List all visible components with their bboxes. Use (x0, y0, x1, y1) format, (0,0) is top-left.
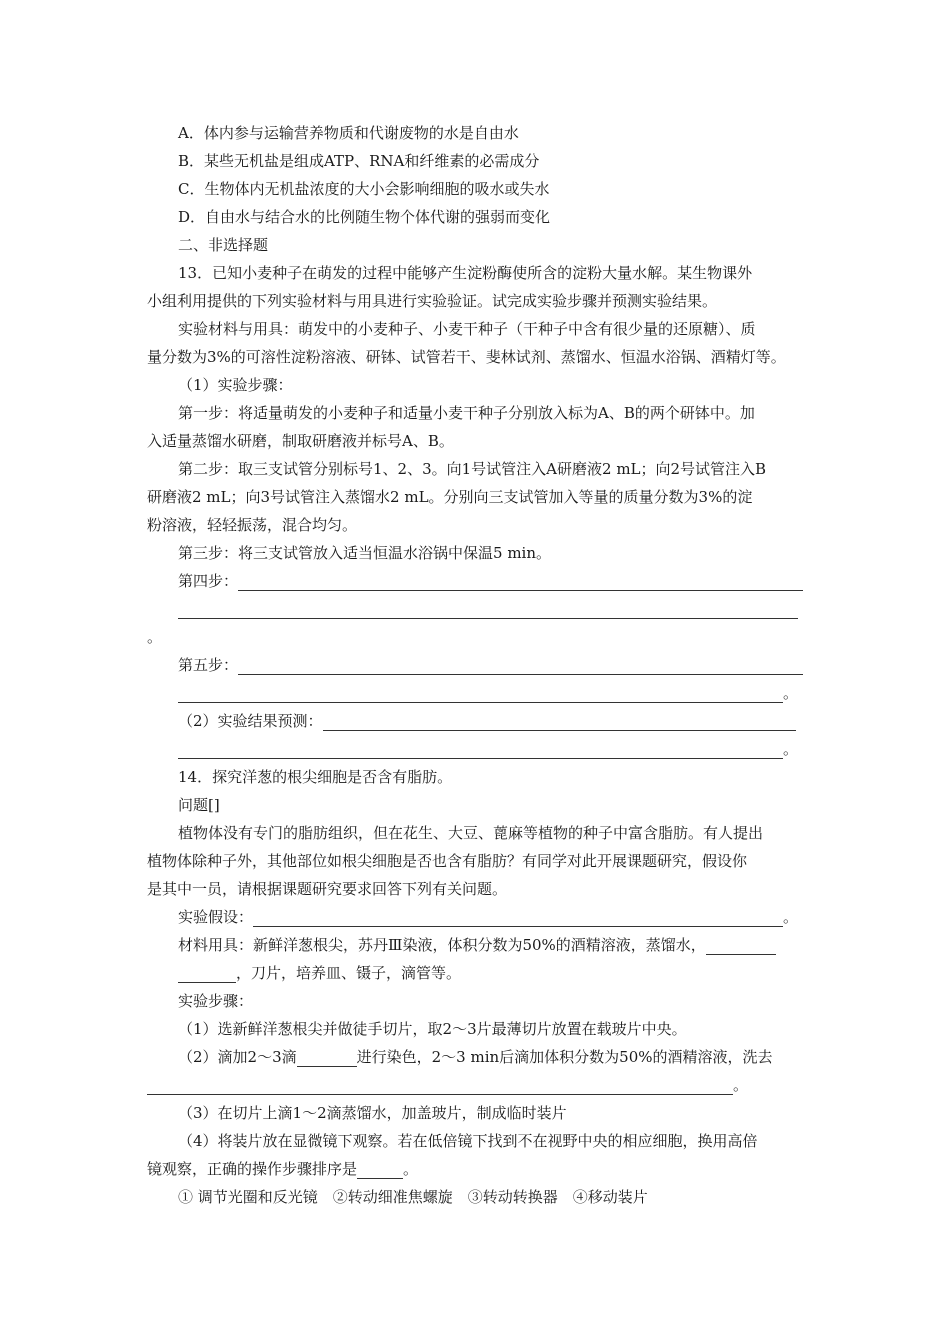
order-answer-blank[interactable] (357, 1162, 403, 1179)
q14-step2-row (178, 1047, 773, 1069)
q14-background: 植物体没有专门的脂肪组织，但在花生、大豆、蓖麻等植物的种子中富含脂肪。有人提出 (178, 824, 764, 842)
q14-step4-row2 (147, 1159, 418, 1181)
q14-step3: （3）在切片上滴1～2滴蒸馏水，加盖玻片，制成临时装片 (178, 1104, 567, 1122)
step5-end: 。 (783, 684, 799, 702)
q13-step5-row (178, 655, 803, 677)
q14-background-cont2: 是其中一员，请根据课题研究要求回答下列有关问题。 (147, 880, 508, 898)
q14-materials-cont: ，刀片，培养皿、镊子，滴管等。 (236, 964, 462, 982)
q14-step2-a: （2）滴加2～3滴 (178, 1048, 297, 1066)
q14-step4: （4）将装片放在显微镜下观察。若在低倍镜下找到不在视野中央的相应细胞，换用高倍 (178, 1132, 758, 1150)
q13-step1: 第一步：将适量萌发的小麦种子和适量小麦干种子分别放入标为A、B的两个研钵中。加 (178, 404, 755, 422)
q14-step2-b: 进行染色，2～3 min后滴加体积分数为50%的酒精溶液，洗去 (356, 1048, 773, 1066)
q14-materials-label: 材料用具：新鲜洋葱根尖，苏丹Ⅲ染液，体积分数为50%的酒精溶液，蒸馏水， (178, 936, 706, 954)
q13-step4-row (178, 571, 803, 593)
option-c: C．生物体内无机盐浓度的大小会影响细胞的吸水或失水 (178, 180, 550, 198)
q14-question: 问题[] (178, 796, 220, 814)
stain-answer-blank[interactable] (297, 1050, 357, 1067)
option-d: D．自由水与结合水的比例随生物个体代谢的强弱而变化 (178, 208, 551, 226)
materials-answer-blank[interactable] (706, 938, 776, 955)
wash-end: 。 (733, 1076, 749, 1094)
q14-hypothesis-label: 实验假设： (178, 908, 254, 926)
q13-materials-cont: 量分数为3%的可溶性淀粉溶液、研钵、试管若干、斐林试剂、蒸馏水、恒温水浴锅、酒精灯等。 (147, 348, 786, 366)
hypothesis-end: 。 (783, 908, 799, 926)
q14-title: 14．探究洋葱的根尖细胞是否含有脂肪。 (178, 768, 453, 786)
option-a: A．体内参与运输营养物质和代谢废物的水是自由水 (178, 124, 519, 142)
q13-step5-label: 第五步： (178, 656, 239, 674)
wash-answer-blank[interactable] (147, 1078, 733, 1095)
step5-answer-blank[interactable] (238, 658, 803, 675)
step5-answer-blank-2[interactable] (178, 686, 783, 703)
q14-step4-options: ① 调节光圈和反光镜 ②转动细准焦螺旋 ③转动转换器 ④移动装片 (178, 1188, 648, 1206)
q14-hypothesis-row (178, 907, 798, 929)
q13-step1-cont: 入适量蒸馏水研磨，制取研磨液并标号A、B。 (147, 432, 454, 450)
predict-blank-row2 (178, 739, 798, 761)
q13-step2-cont: 研磨液2 mL；向3号试管注入蒸馏水2 mL。分别向三支试管加入等量的质量分数为3%的淀 (147, 488, 753, 506)
predict-end: 。 (783, 740, 799, 758)
step4-blank-row2 (178, 599, 798, 621)
q13-intro-cont: 小组利用提供的下列实验材料与用具进行实验验证。试完成实验步骤并预测实验结果。 (147, 292, 718, 310)
step4-answer-blank-2[interactable] (178, 602, 798, 619)
q14-steps-heading: 实验步骤： (178, 992, 254, 1010)
q13-predict-label: （2）实验结果预测： (178, 712, 323, 730)
q13-step4-label: 第四步： (178, 572, 239, 590)
step4-end: 。 (147, 628, 163, 646)
q13-steps-heading: （1）实验步骤： (178, 376, 293, 394)
q13-step2-cont2: 粉溶液，轻轻振荡，混合均匀。 (147, 516, 358, 534)
q14-step2-row2 (147, 1075, 748, 1097)
q14-materials-row (178, 935, 776, 957)
q13-predict-row (178, 711, 796, 733)
q13-intro: 13．已知小麦种子在萌发的过程中能够产生淀粉酶使所含的淀粉大量水解。某生物课外 (178, 264, 753, 282)
section-heading: 二、非选择题 (178, 236, 269, 254)
step5-blank-row2 (178, 683, 798, 705)
step4-answer-blank[interactable] (238, 574, 803, 591)
hypothesis-answer-blank[interactable] (253, 910, 783, 927)
materials-answer-blank-2[interactable] (178, 966, 236, 983)
q13-materials: 实验材料与用具：萌发中的小麦种子、小麦干种子（干种子中含有很少量的还原糖）、质 (178, 320, 756, 338)
predict-answer-blank-2[interactable] (178, 742, 783, 759)
predict-answer-blank[interactable] (323, 714, 796, 731)
q14-step4-cont: 镜观察，正确的操作步骤排序是 (147, 1160, 358, 1178)
q13-step2: 第二步：取三支试管分别标号1、2、3。向1号试管注入A研磨液2 mL；向2号试管注入B (178, 460, 767, 478)
q14-background-cont: 植物体除种子外，其他部位如根尖细胞是否也含有脂肪？有同学对此开展课题研究，假设你 (147, 852, 748, 870)
q14-step1: （1）选新鲜洋葱根尖并做徒手切片，取2～3片最薄切片放置在载玻片中央。 (178, 1020, 687, 1038)
q14-materials-row2 (178, 963, 461, 985)
q13-step3: 第三步：将三支试管放入适当恒温水浴锅中保温5 min。 (178, 544, 551, 562)
q14-step4-end: 。 (403, 1160, 419, 1178)
option-b: B．某些无机盐是组成ATP、RNA和纤维素的必需成分 (178, 152, 540, 170)
